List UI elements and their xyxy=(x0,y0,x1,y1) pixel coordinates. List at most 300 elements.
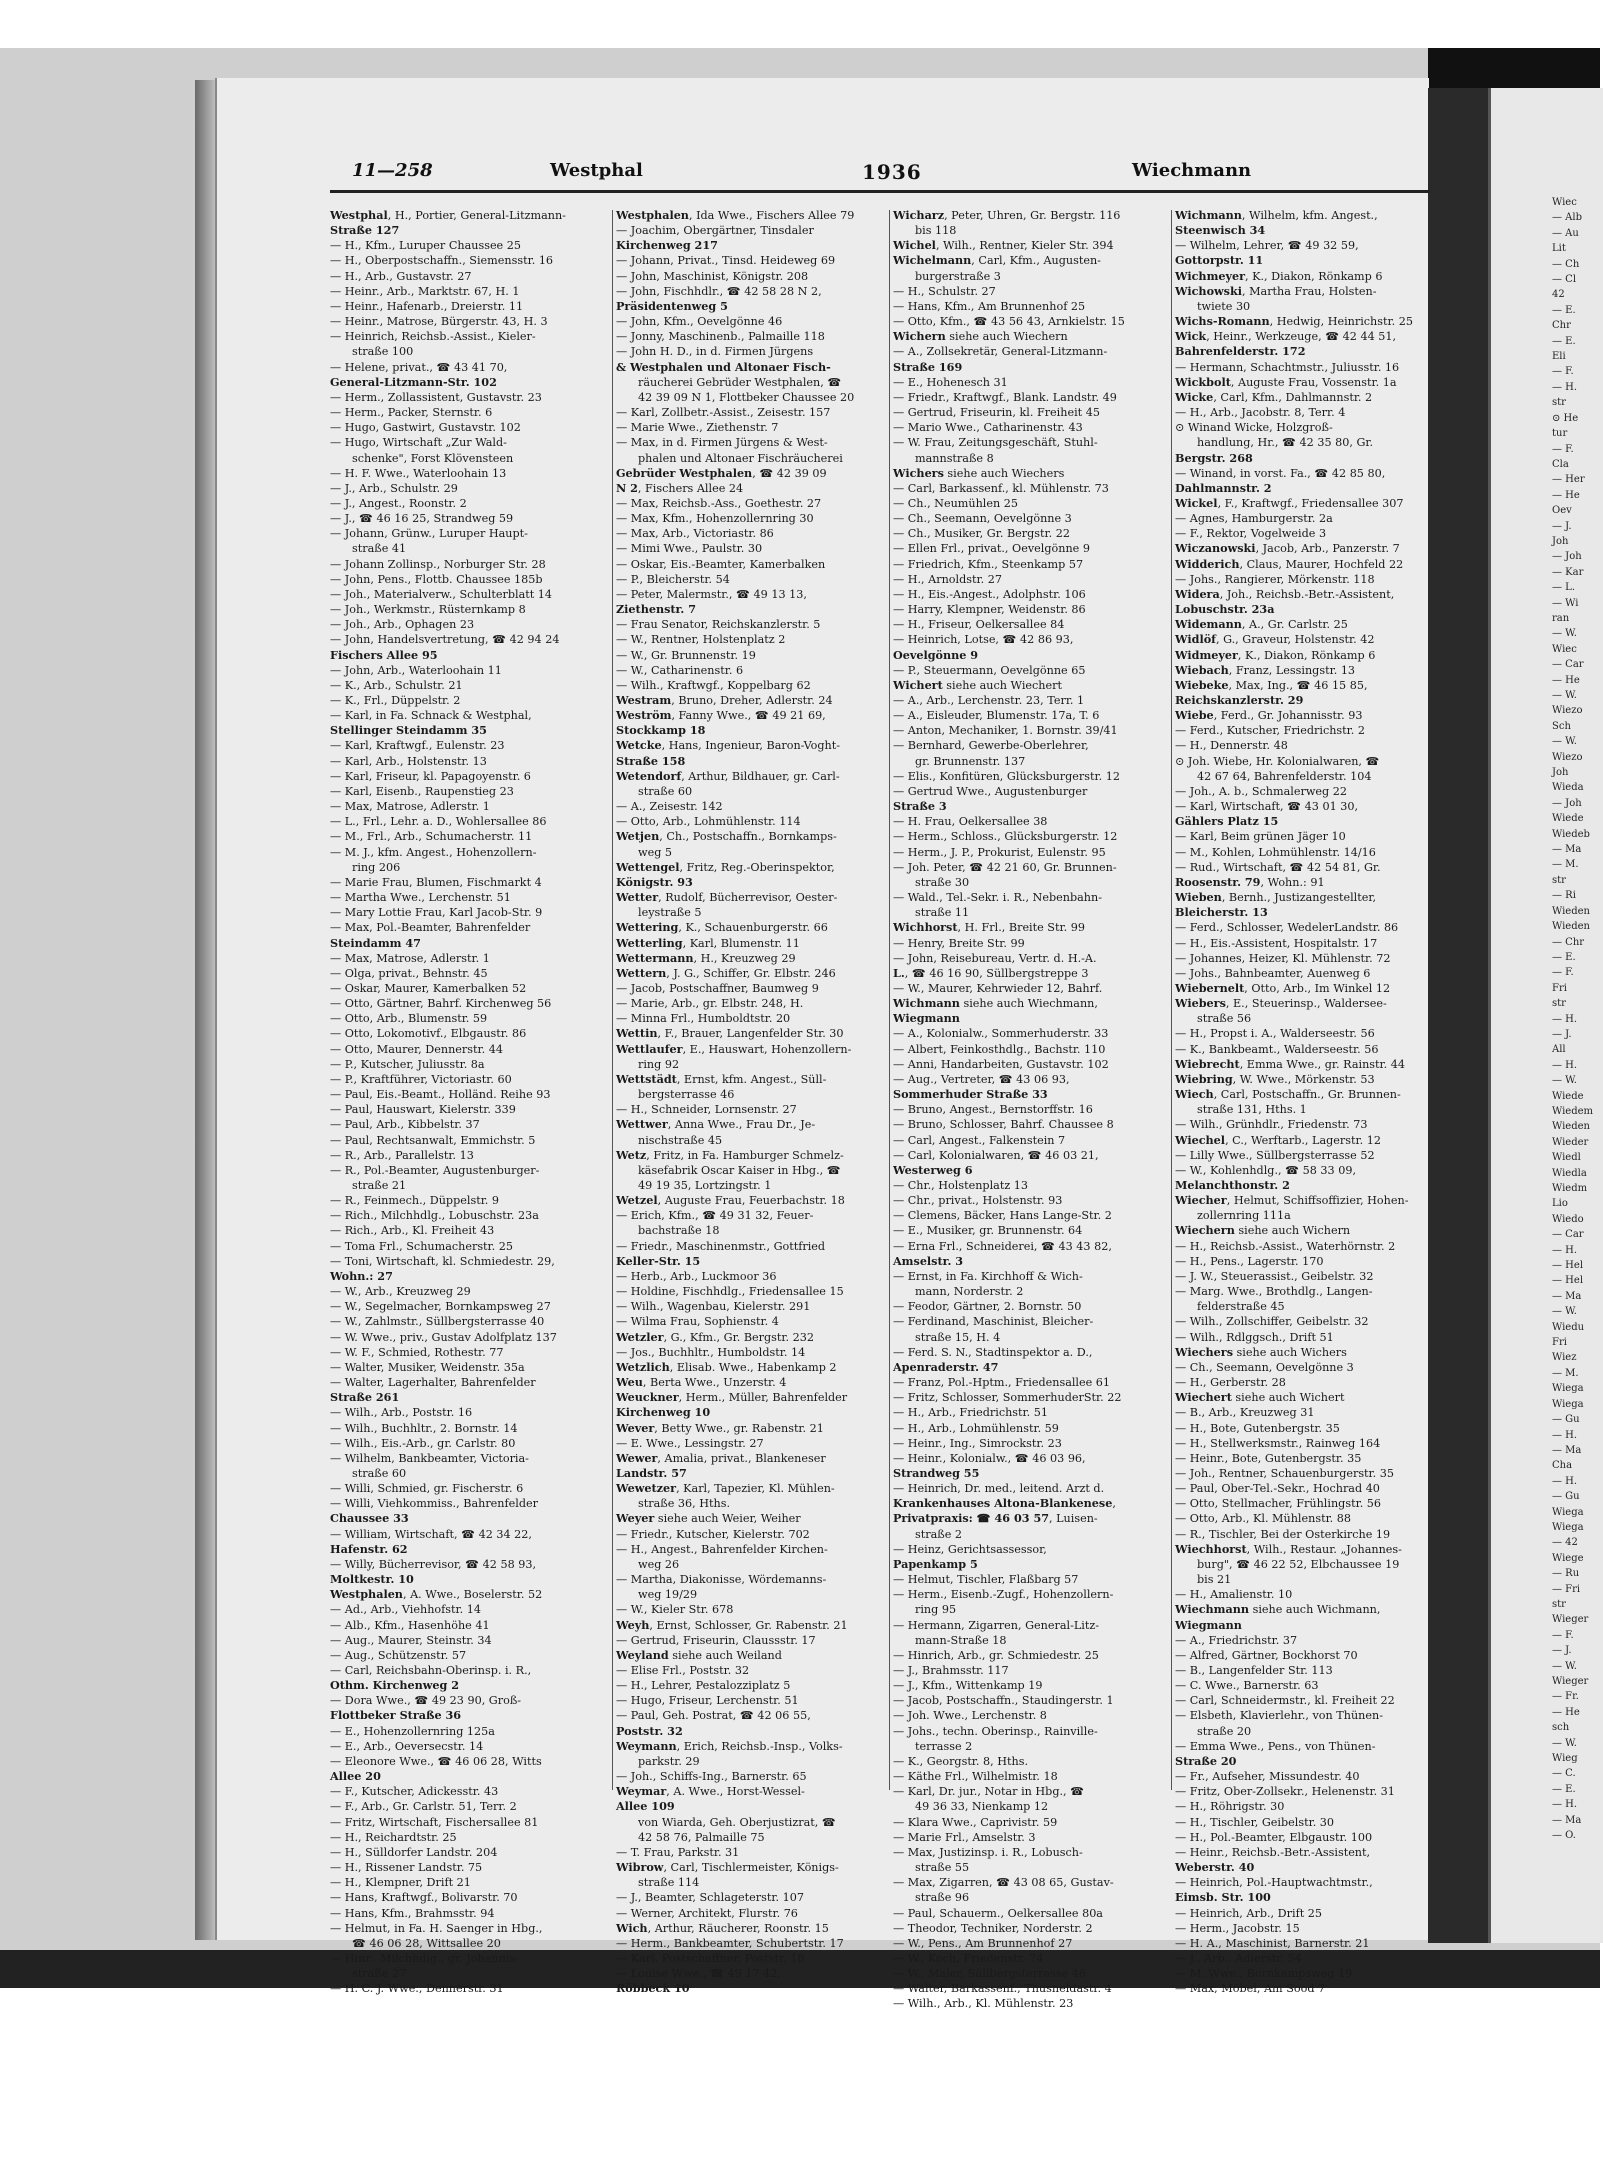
directory-entry-line: Kirchenweg 217 xyxy=(616,238,718,253)
directory-entry-line: — E., Arb., Oeversecstr. 14 xyxy=(330,1739,484,1753)
next-page-fragment: str xyxy=(1552,874,1566,886)
directory-entry-line: Gottorpstr. 11 xyxy=(1175,253,1264,268)
directory-entry-line: — Joachim, Obergärtner, Tinsdaler xyxy=(616,224,814,238)
directory-entry-line: Wohn.: 27 xyxy=(330,1268,393,1283)
directory-entry-line: — Erich, Kfm., ☎ 49 31 32, Feuer- xyxy=(616,1209,814,1223)
next-page-fragment: — F. xyxy=(1552,1629,1574,1641)
directory-entry-line: — H., Eis.-Assistent, Hospitalstr. 17 xyxy=(1175,936,1378,950)
directory-entry-line: Widderich, Claus, Maurer, Hochfeld 22 xyxy=(1175,556,1404,571)
directory-entry-line: — Johann, Grünw., Luruper Haupt- xyxy=(330,527,528,541)
directory-entry-line: Wetz, Fritz, in Fa. Hamburger Schmelz- xyxy=(616,1147,844,1162)
directory-entry-line: Wichers siehe auch Wiechers xyxy=(893,465,1065,480)
directory-entry-line: — John, Arb., Waterloohain 11 xyxy=(330,663,502,677)
next-page-fragment: Wiec xyxy=(1552,643,1577,655)
directory-entry-line: — Heinr., Arb., Marktstr. 67, H. 1 xyxy=(330,284,520,298)
directory-entry-line: — H., Reichardtstr. 25 xyxy=(330,1830,457,1844)
directory-entry-line: Bleicherstr. 13 xyxy=(1175,905,1268,920)
directory-entry-line: straße 30 xyxy=(915,875,970,889)
directory-entry-line: — H., Gerberstr. 28 xyxy=(1175,1376,1286,1390)
directory-entry-line: — Otto, Arb., Lohmühlenstr. 114 xyxy=(616,815,801,829)
directory-entry-line: — Friedr., Kraftwgf., Blank. Landstr. 49 xyxy=(893,390,1117,404)
directory-entry-line: — Wilh., Rdlggsch., Drift 51 xyxy=(1175,1330,1334,1344)
directory-entry-line: Wiech, Carl, Postschaffn., Gr. Brunnen- xyxy=(1175,1087,1401,1102)
directory-entry-line: — Max, Matrose, Adlerstr. 1 xyxy=(330,800,490,814)
directory-entry-line: Allee 20 xyxy=(330,1769,381,1784)
directory-entry-line: Krankenhauses Altona-Blankenese, xyxy=(893,1496,1116,1511)
next-page-fragment: — Hel xyxy=(1552,1260,1584,1272)
next-page-fragment: Wieder xyxy=(1552,1136,1589,1148)
directory-entry-line: Widmeyer, K., Diakon, Rönkamp 6 xyxy=(1175,647,1376,662)
directory-entry-line: Weberstr. 40 xyxy=(1175,1860,1255,1875)
directory-entry-line: — R., Tischler, Bei der Osterkirche 19 xyxy=(1175,1527,1391,1541)
directory-entry-line: — Hermann, Schachtmstr., Juliusstr. 16 xyxy=(1175,360,1400,374)
directory-entry-line: — J., Beamter, Schlageterstr. 107 xyxy=(616,1891,804,1905)
directory-entry-line: Widlöf, G., Graveur, Holstenstr. 42 xyxy=(1175,632,1375,647)
directory-entry-line: — Dora Wwe., ☎ 49 23 90, Groß- xyxy=(330,1694,522,1708)
directory-entry-line: Fischers Allee 95 xyxy=(330,647,438,662)
directory-entry-line: Westphalen, A. Wwe., Boselerstr. 52 xyxy=(330,1587,543,1602)
directory-entry-line: Gählers Platz 15 xyxy=(1175,814,1279,829)
directory-entry-line: — F., Arb., Gr. Carlstr. 51, Terr. 2 xyxy=(330,1800,517,1814)
last-entry-name: Wiechmann xyxy=(1132,160,1252,181)
header-rule xyxy=(330,190,1430,193)
next-page-fragment: Joh xyxy=(1552,535,1569,547)
next-page-fragment: — H. xyxy=(1552,1799,1578,1811)
directory-entry-line: — Agnes, Hamburgerstr. 2a xyxy=(1175,512,1333,526)
next-page-fragment: — F. xyxy=(1552,967,1574,979)
directory-entry-line: — Friedr., Maschinenmstr., Gottfried xyxy=(616,1239,826,1253)
directory-entry-line: — Chr., Holstenplatz 13 xyxy=(893,1179,1029,1192)
directory-entry-line: — Heinrich, Lotse, ☎ 42 86 93, xyxy=(893,633,1074,647)
directory-entry-line: Wetter, Rudolf, Bücherrevisor, Oester- xyxy=(616,890,838,905)
directory-entry-line: — Carl, Angest., Falkenstein 7 xyxy=(893,1133,1066,1147)
directory-entry-line: — E., Hohenzollernring 125a xyxy=(330,1724,495,1738)
next-page-fragment: — Gu xyxy=(1552,1491,1580,1503)
directory-entry-line: Wiebe, Ferd., Gr. Johannisstr. 93 xyxy=(1175,708,1363,723)
next-page-fragment: Wiedo xyxy=(1552,1213,1584,1225)
directory-entry-line: — John, Kfm., Oevelgönne 46 xyxy=(616,315,783,329)
directory-entry-line: — Elis., Konfitüren, Glücksburgerstr. 12 xyxy=(893,769,1120,783)
next-page-fragment: — H. xyxy=(1552,1429,1578,1441)
directory-entry-line: Wickel, F., Kraftwgf., Friedensallee 307 xyxy=(1175,495,1404,510)
directory-entry-line: — Herm., Zollassistent, Gustavstr. 23 xyxy=(330,390,542,404)
directory-entry-line: — Heinr., Matrose, Bürgerstr. 43, H. 3 xyxy=(330,315,548,329)
directory-entry-line: straße 100 xyxy=(352,345,414,359)
directory-entry-line: — Feodor, Gärtner, 2. Bornstr. 50 xyxy=(893,1300,1082,1314)
directory-entry-line: Eimsb. Str. 100 xyxy=(1175,1890,1271,1905)
directory-entry-line: — W., Kohlenhdlg., ☎ 58 33 09, xyxy=(1175,1163,1356,1177)
directory-entry-line: — Toni, Wirtschaft, kl. Schmiedestr. 29, xyxy=(330,1254,555,1268)
directory-entry-line: gr. Brunnenstr. 137 xyxy=(915,754,1026,768)
next-page-fragment: — Kar xyxy=(1552,566,1584,578)
directory-entry-line: — W., Segelmacher, Bornkampsweg 27 xyxy=(330,1300,551,1314)
directory-entry-line: von Wiarda, Geh. Oberjustizrat, ☎ xyxy=(638,1815,836,1829)
directory-entry-line: — Otto, Maurer, Dennerstr. 44 xyxy=(330,1042,503,1056)
next-page-fragment: Wieda xyxy=(1552,782,1584,794)
directory-entry-line: Wettlaufer, E., Hauswart, Hohenzollern- xyxy=(616,1041,852,1056)
directory-entry-line: Weymann, Erich, Reichsb.-Insp., Volks- xyxy=(616,1738,843,1753)
next-page-fragment: Lit xyxy=(1552,243,1566,255)
next-page-fragment: — 42 xyxy=(1552,1537,1578,1549)
directory-entry-line: — W., Rentner, Holstenplatz 2 xyxy=(616,633,786,647)
directory-entry-line: — Otto, Arb., Blumenstr. 59 xyxy=(330,1012,488,1026)
directory-entry-line: — H., Arb., Jacobstr. 8, Terr. 4 xyxy=(1175,406,1346,420)
directory-entry-line: — Joh., Arb., Ophagen 23 xyxy=(330,618,475,632)
directory-entry-line: — John, Handelsvertretung, ☎ 42 94 24 xyxy=(330,633,560,647)
directory-entry-line: — Joh., Rentner, Schauenburgerstr. 35 xyxy=(1175,1466,1395,1480)
directory-entry-line: — Heinr., Bote, Gutenbergstr. 35 xyxy=(1175,1451,1362,1465)
directory-entry-line: — Otto, Arb., Kl. Mühlenstr. 88 xyxy=(1175,1512,1352,1526)
directory-entry-line: — Joh., Schiffs-Ing., Barnerstr. 65 xyxy=(616,1770,807,1784)
directory-entry-line: parkstr. 29 xyxy=(638,1754,700,1768)
directory-entry-line: — H., Amalienstr. 10 xyxy=(1175,1588,1293,1602)
directory-entry-line: ring 92 xyxy=(638,1057,680,1071)
next-page-fragment: — E. xyxy=(1552,335,1576,347)
directory-entry-line: — W., Kieler Str. 678 xyxy=(616,1603,734,1617)
directory-entry-line: straße 131, Hths. 1 xyxy=(1197,1103,1307,1117)
next-page-fragment: — Ri xyxy=(1552,890,1576,902)
directory-entry-line: — Heinz, Gerichtsassessor, xyxy=(893,1542,1047,1556)
next-page-fragment: Joh xyxy=(1552,767,1569,779)
directory-entry-line: räucherei Gebrüder Westphalen, ☎ xyxy=(638,375,842,389)
directory-entry-line: — Martha, Diakonisse, Wördemanns- xyxy=(616,1573,827,1587)
directory-entry-line: — Max, in d. Firmen Jürgens & West- xyxy=(616,436,828,450)
directory-entry-line: — Wilh., Zollschiffer, Geibelstr. 32 xyxy=(1175,1315,1369,1329)
directory-entry-line: — K., Arb., Schulstr. 21 xyxy=(330,678,463,692)
directory-entry-line: & Westphalen und Altonaer Fisch- xyxy=(616,359,831,374)
directory-entry-line: — Max, Kfm., Hohenzollernring 30 xyxy=(616,512,814,526)
directory-entry-line: — Herm., Jacobstr. 15 xyxy=(1175,1921,1300,1935)
directory-entry-line: Wetjen, Ch., Postschaffn., Bornkamps- xyxy=(616,829,837,844)
directory-entry-line: Straße 3 xyxy=(893,799,947,814)
directory-entry-line: — John H. D., in d. Firmen Jürgens xyxy=(616,345,814,359)
directory-entry-line: Wewer, Amalia, privat., Blankeneser xyxy=(616,1450,826,1465)
directory-entry-line: Wicke, Carl, Kfm., Dahlmannstr. 2 xyxy=(1175,389,1373,404)
directory-entry-line: schenke", Forst Klövensteen xyxy=(352,451,514,465)
directory-entry-line: Wichowski, Martha Frau, Holsten- xyxy=(1175,283,1377,298)
next-page-fragment: str xyxy=(1552,1598,1566,1610)
directory-entry-line: — Wilma Frau, Sophienstr. 4 xyxy=(616,1315,779,1329)
directory-entry-line: — Marg. Wwe., Brothdlg., Langen- xyxy=(1175,1285,1373,1299)
directory-entry-line: — Fr., Aufseher, Missundestr. 40 xyxy=(1175,1770,1360,1784)
directory-entry-line: Weyland siehe auch Weiland xyxy=(616,1647,782,1662)
directory-entry-line: — Heinrich, Pol.-Hauptwachtmstr., xyxy=(1175,1876,1373,1890)
directory-entry-line: Flottbeker Straße 36 xyxy=(330,1708,462,1723)
directory-entry-line: — Winand, in vorst. Fa., ☎ 42 85 80, xyxy=(1175,466,1386,480)
directory-entry-line: — Joh., Materialverw., Schulterblatt 14 xyxy=(330,587,553,601)
directory-entry-line: — K., Bankbeamt., Walderseestr. 56 xyxy=(1175,1042,1379,1056)
directory-entry-line: — H., Angest., Bahrenfelder Kirchen- xyxy=(616,1542,828,1556)
directory-entry-line: — Herm., Eisenb.-Zugf., Hohenzollern- xyxy=(893,1588,1114,1602)
next-page-fragment: Wiede xyxy=(1552,813,1584,825)
directory-entry-line: — K., Georgstr. 8, Hths. xyxy=(893,1754,1029,1768)
directory-entry-line: Moltkestr. 10 xyxy=(330,1572,414,1587)
directory-entry-line: — Carl, Kolonialwaren, ☎ 46 03 21, xyxy=(893,1148,1099,1162)
directory-entry-line: — Hugo, Gastwirt, Gustavstr. 102 xyxy=(330,421,521,435)
directory-entry-line: Landstr. 57 xyxy=(616,1465,687,1480)
directory-entry-line: straße 114 xyxy=(638,1876,700,1890)
directory-entry-line: — H., Rissener Landstr. 75 xyxy=(330,1861,483,1875)
directory-entry-line: Wever, Betty Wwe., gr. Rabenstr. 21 xyxy=(616,1420,824,1435)
directory-entry-line: Wichmann siehe auch Wiechmann, xyxy=(893,996,1098,1011)
directory-entry-line: — H., Bote, Gutenbergstr. 35 xyxy=(1175,1421,1340,1435)
directory-entry-line: — Wilhelm, Bankbeamter, Victoria- xyxy=(330,1451,529,1465)
directory-entry-line: phalen und Altonaer Fischräucherei xyxy=(638,451,843,465)
directory-entry-line: — Fritz, Schlosser, SommerhuderStr. 22 xyxy=(893,1391,1122,1405)
directory-entry-line: — Ad., Arb., Viehhofstr. 14 xyxy=(330,1603,481,1617)
next-page-fragment: Oev xyxy=(1552,505,1572,517)
directory-entry-line: — Gertrud, Friseurin, Claussstr. 17 xyxy=(616,1633,816,1647)
next-page-fragment: Wiedla xyxy=(1552,1167,1587,1179)
directory-entry-line: — Hugo, Friseur, Lerchenstr. 51 xyxy=(616,1694,799,1708)
directory-entry-line: — Aug., Vertreter, ☎ 43 06 93, xyxy=(893,1072,1070,1086)
directory-entry-line: — H., Arb., Friedrichstr. 51 xyxy=(893,1406,1048,1420)
directory-entry-line: — Heinrich, Arb., Drift 25 xyxy=(1175,1906,1322,1920)
directory-entry-line: — Herm., Packer, Sternstr. 6 xyxy=(330,406,493,420)
directory-entry-line: Wibrow, Carl, Tischlermeister, Königs- xyxy=(616,1860,839,1875)
directory-entry-line: weg 26 xyxy=(638,1557,680,1571)
directory-entry-line: — Wilh., Eis.-Arb., gr. Carlstr. 80 xyxy=(330,1436,516,1450)
directory-entry-line: straße 2 xyxy=(915,1527,963,1541)
directory-entry-line: Wiczanowski, Jacob, Arb., Panzerstr. 7 xyxy=(1175,541,1400,556)
directory-entry-line: burg", ☎ 46 22 52, Elbchaussee 19 xyxy=(1197,1557,1400,1571)
directory-entry-line: Gebrüder Westphalen, ☎ 42 39 09 xyxy=(616,465,827,480)
directory-entry-line: Melanchthonstr. 2 xyxy=(1175,1178,1290,1192)
directory-entry-line: Wichmeyer, K., Diakon, Rönkamp 6 xyxy=(1175,268,1383,283)
directory-entry-line: — H., Pens., Lagerstr. 170 xyxy=(1175,1254,1324,1268)
directory-entry-line: Bahrenfelderstr. 172 xyxy=(1175,344,1306,359)
directory-entry-line: käsefabrik Oscar Kaiser in Hbg., ☎ xyxy=(638,1163,841,1177)
directory-entry-line: twiete 30 xyxy=(1197,299,1251,313)
directory-entry-line: — H. A., Maschinist, Barnerstr. 21 xyxy=(1175,1936,1370,1950)
directory-entry-line: Wiechert siehe auch Wichert xyxy=(1175,1390,1345,1405)
directory-entry-line: — Jos., Buchhltr., Humboldstr. 14 xyxy=(616,1345,806,1359)
directory-entry-line: Wiechers siehe auch Wichers xyxy=(1175,1344,1347,1359)
directory-entry-line: — John, Pens., Flottb. Chaussee 185b xyxy=(330,572,543,586)
next-page-fragment: — Au xyxy=(1552,227,1579,239)
directory-entry-line: Weström, Fanny Wwe., ☎ 49 21 69, xyxy=(616,708,826,723)
directory-entry-line: — Paul, Hauswart, Kielerstr. 339 xyxy=(330,1103,516,1117)
directory-entry-line: — Paul, Eis.-Beamt., Holländ. Reihe 93 xyxy=(330,1088,551,1102)
directory-entry-line: — W. Wwe., priv., Gustav Adolfplatz 137 xyxy=(330,1330,557,1344)
directory-entry-line: Wich, Arthur, Räucherer, Roonstr. 15 xyxy=(616,1920,829,1935)
directory-entry-line: — H., Pol.-Beamter, Elbgaustr. 100 xyxy=(1175,1830,1373,1844)
directory-entry-line: — Karl, Dr. jur., Notar in Hbg., ☎ xyxy=(893,1785,1085,1799)
directory-entry-line: — L., Frl., Lehr. a. D., Wohlersallee 86 xyxy=(330,815,547,829)
next-page-fragment: Wiezo xyxy=(1552,705,1583,717)
directory-entry-line: Wettwer, Anna Wwe., Frau Dr., Je- xyxy=(616,1117,816,1132)
next-page-fragment: Wieg xyxy=(1552,1753,1578,1765)
directory-entry-line: — Oskar, Eis.-Beamter, Kamerbalken xyxy=(616,557,826,571)
directory-entry-line: — Max, Reichsb.-Ass., Goethestr. 27 xyxy=(616,496,822,510)
directory-entry-line: — P., Kutscher, Juliusstr. 8a xyxy=(330,1057,485,1071)
next-page-fragment: — Alb xyxy=(1552,212,1582,224)
directory-entry-line: — R., Arb., Parallelstr. 13 xyxy=(330,1148,474,1162)
directory-entry-line: — Erna Frl., Schneiderei, ☎ 43 43 82, xyxy=(893,1239,1112,1253)
directory-entry-line: — Herm., Bankbeamter, Schubertstr. 17 xyxy=(616,1936,844,1950)
directory-entry-line: — Wilh., Kraftwgf., Koppelbarg 62 xyxy=(616,678,811,692)
directory-entry-line: — R., Pol.-Beamter, Augustenburger- xyxy=(330,1163,540,1177)
next-page-fragment: Wiedeb xyxy=(1552,828,1590,840)
directory-entry-line: Wichern siehe auch Wiechern xyxy=(893,329,1068,344)
directory-entry-line: Wichmann, Wilhelm, kfm. Angest., xyxy=(1175,208,1378,222)
directory-entry-line: — Willi, Schmied, gr. Fischerstr. 6 xyxy=(330,1482,524,1496)
directory-entry-line: Wetzel, Auguste Frau, Feuerbachstr. 18 xyxy=(616,1193,845,1208)
page-header xyxy=(352,160,1432,186)
next-page-fragment: Wiede xyxy=(1552,1090,1584,1102)
directory-entry-line: — Hinr., Milchhdlg., gr. Johannis- xyxy=(330,1951,519,1965)
directory-entry-line: — Willy, Bücherrevisor, ☎ 42 58 93, xyxy=(330,1557,537,1571)
directory-entry-line: ring 95 xyxy=(915,1603,957,1617)
directory-entry-line: — Carl, Schneidermstr., kl. Freiheit 22 xyxy=(1175,1694,1395,1708)
directory-entry-line: terrasse 2 xyxy=(915,1739,973,1753)
directory-entry-line: — Friedrich, Kfm., Steenkamp 57 xyxy=(893,557,1084,571)
next-page-fragment: — J. xyxy=(1552,1028,1572,1040)
next-page-fragment: — Ru xyxy=(1552,1568,1580,1580)
directory-entry-line: — Bernhard, Gewerbe-Oberlehrer, xyxy=(893,739,1089,753)
directory-entry-line: Wichs-Romann, Hedwig, Heinrichstr. 25 xyxy=(1175,314,1413,329)
next-page-fragment: Cla xyxy=(1552,458,1569,470)
directory-entry-line: — John, Reisebureau, Vertr. d. H.-A. xyxy=(893,951,1097,965)
directory-entry-line: — Johs., techn. Oberinsp., Rainville- xyxy=(893,1724,1098,1738)
directory-year: 1936 xyxy=(862,160,922,184)
next-page-fragment: — H. xyxy=(1552,1013,1578,1025)
directory-entry-line: mann-Straße 18 xyxy=(915,1633,1007,1647)
directory-column-1 xyxy=(330,208,610,1996)
directory-entry-line: — W., Catharinenstr. 6 xyxy=(616,663,744,677)
directory-entry-line: straße 96 xyxy=(915,1891,970,1905)
directory-entry-line: — W., Arb., Kreuzweg 29 xyxy=(330,1285,471,1299)
directory-entry-line: Weu, Berta Wwe., Unzerstr. 4 xyxy=(616,1375,787,1390)
directory-entry-line: Wiechel, C., Werftarb., Lagerstr. 12 xyxy=(1175,1132,1381,1147)
directory-entry-line: weg 19/29 xyxy=(638,1588,698,1602)
directory-entry-line: felderstraße 45 xyxy=(1197,1300,1285,1314)
directory-entry-line: bis 118 xyxy=(915,224,957,238)
directory-entry-line: — Albert, Feinkosthdlg., Bachstr. 110 xyxy=(893,1042,1106,1056)
next-page-fragment: Wiedm xyxy=(1552,1183,1588,1194)
directory-entry-line: — Henry, Breite Str. 99 xyxy=(893,936,1025,950)
directory-entry-line: — E., Hohenesch 31 xyxy=(893,375,1008,389)
directory-entry-line: — Karl, Eisenb., Raupenstieg 23 xyxy=(330,784,514,798)
directory-entry-line: Lobuschstr. 23a xyxy=(1175,602,1275,617)
first-entry-name: Westphal xyxy=(550,160,643,181)
directory-entry-line: Dahlmannstr. 2 xyxy=(1175,480,1272,495)
next-page-fragment: — Car xyxy=(1552,659,1584,671)
directory-entry-line: — W., Koch, Friedenstr. 74 xyxy=(893,1951,1044,1965)
directory-column-4 xyxy=(1175,208,1455,1996)
next-page-fragment: Wiedu xyxy=(1552,1321,1585,1333)
next-page-fragment: 42 xyxy=(1552,289,1565,301)
directory-entry-line: Wickbolt, Auguste Frau, Vossenstr. 1a xyxy=(1175,374,1397,389)
page-binding-shadow xyxy=(195,80,215,1940)
directory-entry-line: — Karl, Arb., Holstenstr. 13 xyxy=(330,754,487,768)
directory-entry-line: — Olga, privat., Behnstr. 45 xyxy=(330,966,488,980)
directory-entry-line: — Paul, Arb., Kibbelstr. 37 xyxy=(330,1118,480,1132)
directory-entry-line: — Chr., privat., Holstenstr. 93 xyxy=(893,1194,1063,1208)
directory-entry-line: — Bruno, Angest., Bernstorffstr. 16 xyxy=(893,1103,1093,1117)
directory-entry-line: — Karl, Zollbetr.-Assist., Zeisestr. 157 xyxy=(616,406,831,420)
directory-entry-line: — H., Klempner, Drift 21 xyxy=(330,1876,471,1890)
directory-entry-line: Wiegmann xyxy=(893,1011,960,1026)
directory-entry-line: — Oskar, Maurer, Kamerbalken 52 xyxy=(330,981,527,995)
directory-entry-line: — W. Frau, Zeitungsgeschäft, Stuhl- xyxy=(893,436,1098,450)
next-page-fragment: — Chr xyxy=(1552,936,1585,948)
directory-entry-line: Wichert siehe auch Wiechert xyxy=(893,677,1062,692)
directory-entry-line: Amselstr. 3 xyxy=(893,1253,964,1268)
directory-entry-line: — Holdine, Fischhdlg., Friedensallee 15 xyxy=(616,1285,844,1299)
directory-entry-line: — H., Stellwerksmstr., Rainweg 164 xyxy=(1175,1436,1381,1450)
directory-entry-line: — Wald., Tel.-Sekr. i. R., Nebenbahn- xyxy=(893,891,1102,905)
directory-entry-line: — Alfred, Gärtner, Bockhorst 70 xyxy=(1175,1648,1358,1662)
directory-entry-line: — J., Brahmsstr. 117 xyxy=(893,1664,1009,1677)
directory-entry-line: Weyh, Ernst, Schlosser, Gr. Rabenstr. 21 xyxy=(616,1617,848,1632)
directory-entry-line: Röbbeck 10 xyxy=(616,1981,690,1996)
directory-entry-line: leystraße 5 xyxy=(638,906,702,920)
directory-entry-line: — Mario Wwe., Catharinenstr. 43 xyxy=(893,421,1083,435)
directory-entry-line: — Heinr., Kolonialw., ☎ 46 03 96, xyxy=(893,1451,1086,1465)
directory-entry-line: straße 15, H. 4 xyxy=(915,1330,1001,1344)
directory-entry-line: — P., Kraftführer, Victoriastr. 60 xyxy=(330,1072,512,1086)
next-page-fragment: Wieden xyxy=(1552,921,1590,933)
next-page-fragment: — H. xyxy=(1552,1244,1578,1256)
directory-entry-line: Apenraderstr. 47 xyxy=(893,1359,999,1374)
directory-entry-line: — Harry, Klempner, Weidenstr. 86 xyxy=(893,603,1086,617)
directory-entry-line: — Hans, Kfm., Brahmsstr. 94 xyxy=(330,1906,495,1920)
directory-entry-line: Poststr. 32 xyxy=(616,1723,683,1738)
directory-entry-line: — Jacob, Postschaffn., Staudingerstr. 1 xyxy=(893,1694,1114,1708)
directory-entry-line: — Karl, Kraftwgf., Eulenstr. 23 xyxy=(330,739,505,753)
directory-entry-line: straße 56 xyxy=(1197,1012,1252,1026)
directory-entry-line: Keller-Str. 15 xyxy=(616,1253,701,1268)
directory-entry-line: — P., Steuermann, Oevelgönne 65 xyxy=(893,663,1086,677)
directory-entry-line: Sommerhuder Straße 33 xyxy=(893,1087,1048,1102)
next-page-fragment: — J. xyxy=(1552,520,1572,532)
directory-entry-line: Wiecher, Helmut, Schiffsoffizier, Hohen- xyxy=(1175,1193,1409,1208)
directory-entry-line: — F., Kutscher, Adickesstr. 43 xyxy=(330,1785,499,1799)
directory-entry-line: — Carl, Barkassenf., kl. Mühlenstr. 73 xyxy=(893,481,1109,495)
directory-entry-line: — Friedr., Kutscher, Kielerstr. 702 xyxy=(616,1527,810,1541)
directory-entry-line: — Elsbeth, Klavierlehr., von Thünen- xyxy=(1175,1709,1383,1723)
next-page-fragment: — Fri xyxy=(1552,1583,1581,1595)
directory-entry-line: — Wilh., Arb., Poststr. 16 xyxy=(330,1406,473,1420)
next-page-fragment: Eli xyxy=(1552,351,1566,363)
directory-entry-line: — Heinr., Hafenarb., Dreierstr. 11 xyxy=(330,299,524,313)
directory-entry-line: — Max, Matrose, Adlerstr. 1 xyxy=(330,951,490,965)
directory-entry-line: Reichskanzlerstr. 29 xyxy=(1175,693,1304,707)
next-page-fragment: — Hel xyxy=(1552,1275,1584,1287)
scan-edge-top xyxy=(1428,48,1600,88)
directory-entry-line: Wiebrecht, Emma Wwe., gr. Rainstr. 44 xyxy=(1175,1056,1406,1071)
directory-entry-line: — Elise Frl., Poststr. 32 xyxy=(616,1664,750,1677)
directory-entry-line: Wick, Heinr., Werkzeuge, ☎ 42 44 51, xyxy=(1175,329,1397,344)
directory-entry-line: straße 41 xyxy=(352,542,407,556)
directory-entry-line: — H., Röhrigstr. 30 xyxy=(1175,1800,1285,1814)
directory-entry-line: — H. C. J. Wwe., Dennerstr. 31 xyxy=(330,1982,504,1996)
next-page-fragment: — Wi xyxy=(1552,597,1579,609)
directory-entry-line: — Alb., Kfm., Hasenhöhe 41 xyxy=(330,1618,490,1632)
directory-entry-line: — P., Bleicherstr. 54 xyxy=(616,572,730,586)
directory-entry-line: mannstraße 8 xyxy=(915,451,994,465)
directory-entry-line: — Max, Zigarren, ☎ 43 08 65, Gustav- xyxy=(893,1876,1114,1890)
directory-entry-line: straße 20 xyxy=(1197,1724,1252,1738)
directory-entry-line: — Clemens, Bäcker, Hans Lange-Str. 2 xyxy=(893,1209,1112,1223)
directory-entry-line: straße 11 xyxy=(915,906,970,920)
directory-entry-line: Wettern, J. G., Schiffer, Gr. Elbstr. 246 xyxy=(616,965,836,980)
directory-entry-line: — H., Arb., Lohmühlenstr. 59 xyxy=(893,1421,1059,1435)
directory-entry-line: — Aug., Maurer, Steinstr. 34 xyxy=(330,1633,492,1647)
directory-entry-line: — Minna Frl., Humboldtstr. 20 xyxy=(616,1012,791,1026)
directory-entry-line: Allee 109 xyxy=(616,1799,675,1814)
